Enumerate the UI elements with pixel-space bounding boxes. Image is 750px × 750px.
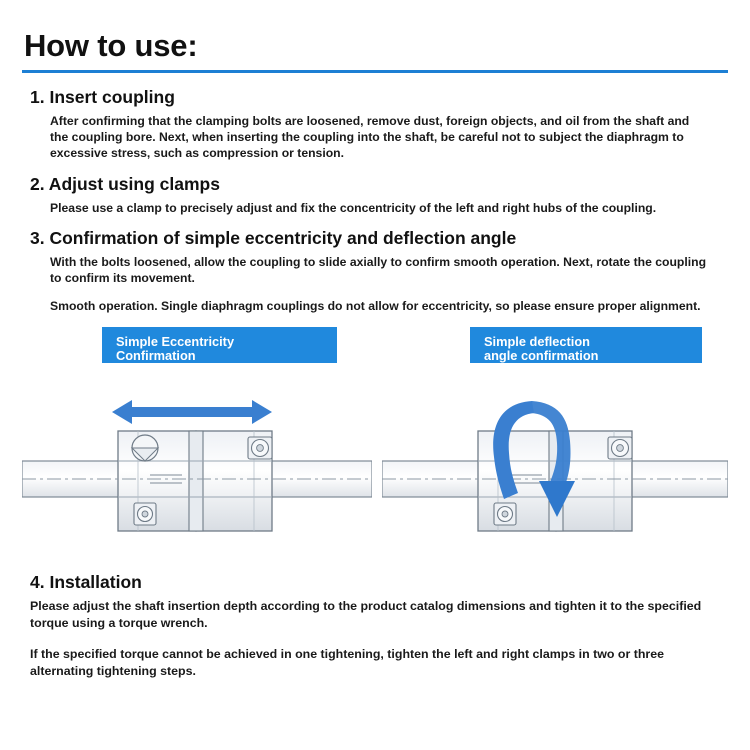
diagram-eccentricity bbox=[22, 379, 372, 559]
step-1-heading: 1. Insert coupling bbox=[30, 87, 175, 107]
title-divider bbox=[22, 70, 728, 73]
step-3-heading: 3. Confirmation of simple eccentricity and deflection angle bbox=[30, 227, 517, 248]
installation-section bbox=[22, 572, 728, 693]
clamp-bolt-bottom-left bbox=[134, 503, 156, 525]
illustration-area bbox=[22, 327, 728, 563]
clamp-bolt-top-left bbox=[132, 435, 158, 461]
page-title: How to use: bbox=[24, 28, 198, 63]
clamp-bolt-top-right bbox=[608, 437, 632, 459]
caption-simple-eccentricity bbox=[102, 327, 337, 363]
step-3-text-a: With the bolts loosened, allow the coupling to slide axially to confirm smooth operation. Next, rotate the coupling to confirm its movement. bbox=[50, 254, 707, 286]
caption-simple-deflection bbox=[470, 327, 702, 363]
step-4-text-a: Please adjust the shaft insertion depth according to the product catalog dimensions and tighten it to the specified torque using a torque wrench. bbox=[30, 599, 702, 630]
diagram-deflection bbox=[382, 379, 728, 559]
step-4-heading: 4. Installation bbox=[30, 572, 142, 592]
diaphragm-plate bbox=[189, 431, 203, 531]
step-2-heading: 2. Adjust using clamps bbox=[30, 173, 220, 194]
step-2-text: Please use a clamp to precisely adjust and fix the concentricity of the left and right hubs of the coupling. bbox=[50, 200, 657, 215]
step-1-text: After confirming that the clamping bolts are loosened, remove dust, foreign objects, and oil from the shaft and the coupling bore. Next, when inserting the coupling into the shaft, be careful not to subject the diaphragm to excessive stress, such as compression or tension. bbox=[50, 114, 690, 161]
step-3-text-b: Smooth operation. Single diaphragm couplings do not allow for eccentricity, so please ensure proper alignment. bbox=[50, 299, 701, 314]
caption-left-line2: Confirmation bbox=[116, 348, 196, 364]
step-4-text-b: If the specified torque cannot be achieved in one tightening, tighten the left and right clamps in two or three alternating tightening steps. bbox=[30, 646, 665, 678]
double-arrow-icon bbox=[112, 400, 272, 424]
clamp-bolt-top-right bbox=[248, 437, 272, 459]
caption-right-line2: angle confirmation bbox=[484, 348, 599, 364]
caption-left-line1: Simple Eccentricity bbox=[116, 333, 235, 349]
caption-right-line1: Simple deflection bbox=[484, 333, 590, 349]
